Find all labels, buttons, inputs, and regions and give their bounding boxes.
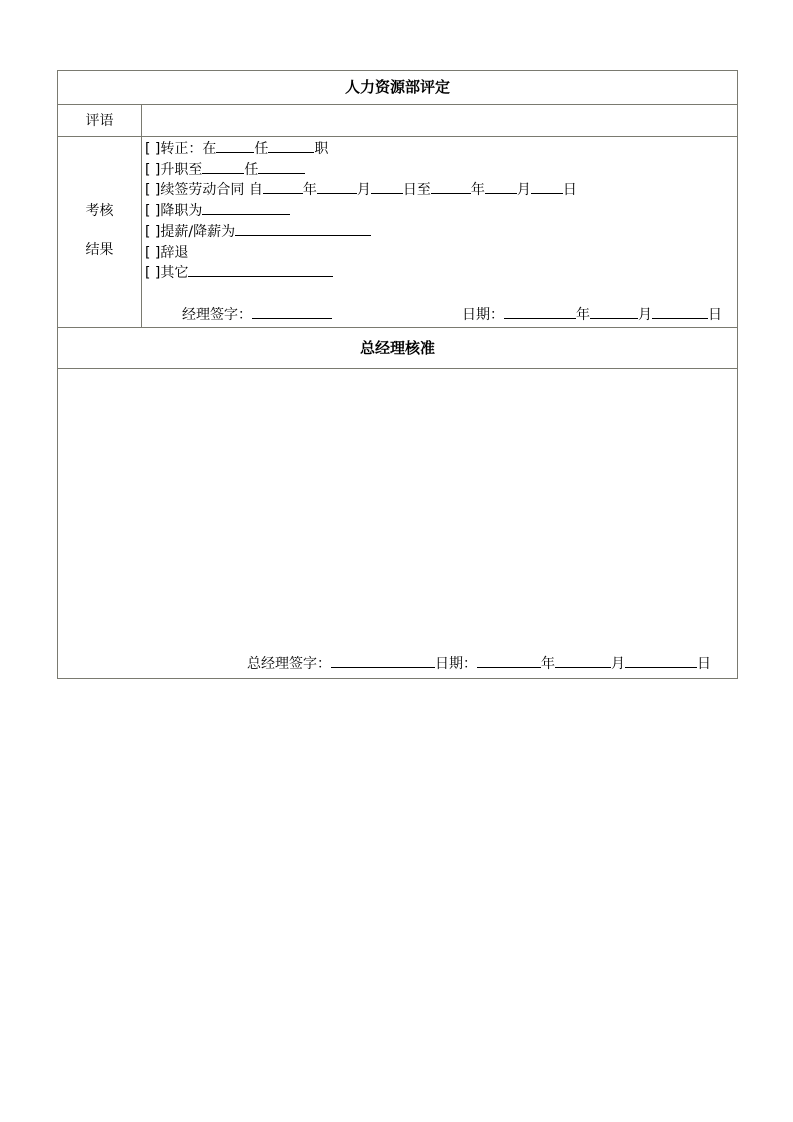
manager-sign-label: 经理签字： — [182, 307, 252, 323]
gm-approval-cell[interactable] — [57, 368, 738, 679]
blank[interactable] — [504, 306, 576, 319]
result-label-line-2: 结果 — [85, 242, 114, 258]
blank[interactable] — [216, 140, 254, 153]
blank[interactable] — [188, 264, 333, 277]
option-other-text: [ ]其它 — [145, 265, 189, 281]
option-text: 任 — [254, 141, 269, 157]
month-label: 月 — [638, 307, 652, 323]
option-dismiss[interactable] — [145, 244, 188, 262]
option-demote-text: [ ]降职为 — [145, 203, 203, 219]
result-label-line-1: 考核 — [85, 203, 114, 219]
option-text: 任 — [244, 162, 259, 178]
blank[interactable] — [477, 655, 541, 668]
year-label: 年 — [576, 307, 590, 323]
comment-input-cell[interactable] — [141, 104, 738, 137]
blank[interactable] — [652, 306, 708, 319]
blank[interactable] — [258, 161, 305, 174]
blank[interactable] — [371, 181, 403, 194]
option-text: 月 — [516, 182, 531, 198]
option-other[interactable] — [145, 264, 333, 282]
blank[interactable] — [317, 181, 357, 194]
option-text: 日至 — [402, 182, 431, 198]
date-label: 日期： — [462, 307, 504, 323]
hr-date[interactable] — [462, 306, 722, 324]
blank[interactable] — [431, 181, 471, 194]
gm-day-label: 日 — [697, 656, 711, 672]
option-salary-text: [ ]提薪/降薪为 — [145, 224, 236, 240]
gm-sign-label: 总经理签字： — [247, 656, 331, 672]
gm-title-row — [57, 327, 738, 369]
option-probation[interactable] — [145, 140, 328, 158]
option-salary-change[interactable] — [145, 223, 371, 241]
gm-signature-line[interactable] — [247, 655, 711, 673]
blank[interactable] — [531, 181, 563, 194]
option-text: 月 — [356, 182, 371, 198]
signature-blank[interactable] — [331, 655, 435, 668]
option-probation-text: [ ]转正：在 — [145, 141, 217, 157]
manager-signature[interactable] — [182, 306, 332, 324]
day-label: 日 — [708, 307, 722, 323]
blank[interactable] — [268, 140, 314, 153]
option-text: 年 — [302, 182, 317, 198]
gm-year-label: 年 — [541, 656, 555, 672]
evaluation-form — [57, 70, 738, 679]
blank[interactable] — [235, 223, 371, 236]
option-promote[interactable] — [145, 161, 305, 179]
blank[interactable] — [590, 306, 638, 319]
hr-section-title: 人力资源部评定 — [344, 78, 450, 96]
signature-blank[interactable] — [252, 306, 332, 319]
option-demote[interactable] — [145, 202, 290, 220]
comment-label: 评语 — [85, 113, 114, 129]
blank[interactable] — [202, 202, 290, 215]
option-promote-text: [ ]升职至 — [145, 162, 203, 178]
option-text: 年 — [470, 182, 485, 198]
comment-label-cell — [57, 104, 142, 137]
gm-month-label: 月 — [611, 656, 625, 672]
result-label-cell — [57, 136, 142, 328]
option-renew-contract[interactable] — [145, 181, 577, 199]
blank[interactable] — [555, 655, 611, 668]
blank[interactable] — [202, 161, 244, 174]
option-text: 日 — [562, 182, 577, 198]
option-text: 职 — [314, 141, 329, 157]
blank[interactable] — [263, 181, 303, 194]
blank[interactable] — [625, 655, 697, 668]
option-dismiss-text: [ ]辞退 — [145, 245, 189, 261]
gm-section-title: 总经理核准 — [359, 339, 435, 357]
option-renew-text: [ ]续签劳动合同 自 — [145, 182, 263, 198]
gm-date-label: 日期： — [435, 656, 477, 672]
blank[interactable] — [485, 181, 517, 194]
hr-title-row — [57, 70, 738, 105]
result-content-cell — [141, 136, 738, 328]
